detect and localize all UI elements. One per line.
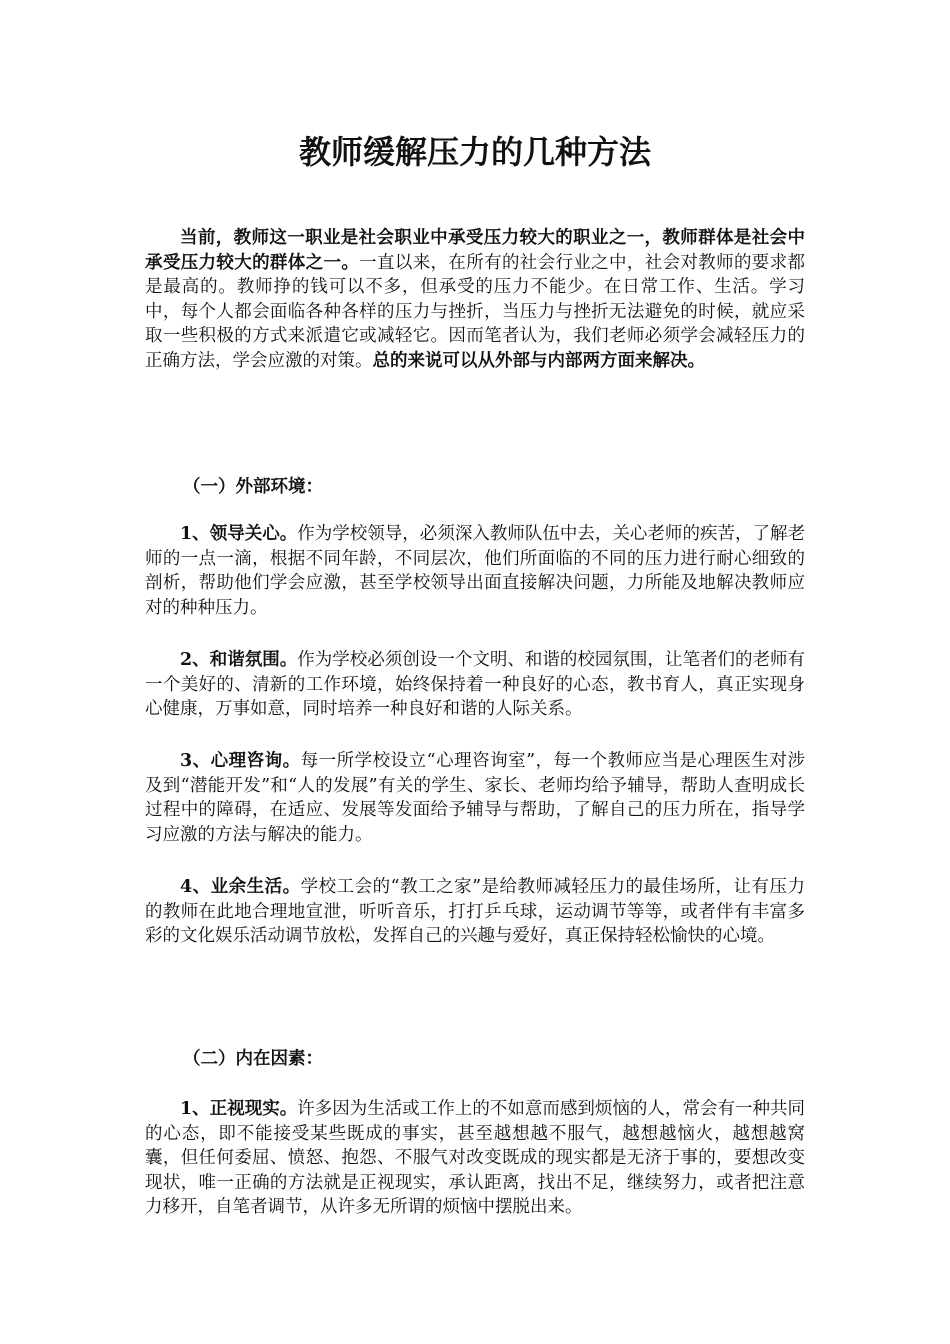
item-label: 1、领导关心。 bbox=[180, 524, 298, 544]
list-item-leisure-life bbox=[145, 875, 805, 949]
item-label: 4、业余生活。 bbox=[180, 877, 301, 897]
intro-paragraph bbox=[145, 226, 805, 373]
section-heading-internal: （二）内在因素： bbox=[183, 1049, 323, 1069]
item-text: 每一所学校设立“心理咨询室”，每一个教师应当是心理医生对涉及到“潜能开发”和“人的发展”有关的学生、家长、老师均给予辅导，帮助人查明成长过程中的障碍，在适应、发展等发面给予辅导与帮助，了解自己的压力所在，指导学习应激的方法与解决的能力。 bbox=[145, 751, 805, 845]
section-heading-external: （一）外部环境： bbox=[183, 477, 323, 497]
intro-text: 一直以来，在所有的社会行业之中，社会对教师的要求都是最高的。教师挣的钱可以不多，但承受的压力不能少。在日常工作、生活。学习中，每个人都会面临各种各样的压力与挫折，当压力与挫折无法避免的时候，就应采取一些积极的方式来派遣它或减轻它。因而笔者认为，我们老师必须学会减轻压力的正确方法，学会应激的对策。 bbox=[145, 252, 806, 371]
item-text: 许多因为生活或工作上的不如意而感到烦恼的人，常会有一种共同的心态，即不能接受某些既成的事实，甚至越想越不服气，越想越恼火，越想越窝囊，但任何委屈、愤怒、抱怨、不服气对改变既成的现实都是无济于事的，要想改变现状，唯一正确的方法就是正视现实，承认距离，找出不足，继续努力，或者把注意力移开，自笔者调节，从许多无所谓的烦恼中摆脱出来。 bbox=[145, 1099, 805, 1217]
item-text: 作为学校领导，必须深入教师队伍中去，关心老师的疾苦，了解老师的一点一滴，根据不同年龄，不同层次，他们所面临的不同的压力进行耐心细致的剖析，帮助他们学会应激，甚至学校领导出面直接解决问题，力所能及地解决教师应对的种种压力。 bbox=[145, 524, 805, 618]
list-item-harmonious-atmosphere bbox=[145, 648, 805, 722]
list-item-leadership-care bbox=[145, 522, 805, 620]
item-label: 2、和谐氛围。 bbox=[180, 650, 298, 670]
document-title: 教师缓解压力的几种方法 bbox=[298, 133, 651, 171]
item-text: 作为学校必须创设一个文明、和谐的校园氛围，让笔者们的老师有一个美好的、清新的工作环境，始终保持着一种良好的心态，教书育人，真正实现身心健康，万事如意，同时培养一种良好和谐的人际关系。 bbox=[145, 650, 805, 719]
list-item-face-reality bbox=[145, 1097, 805, 1220]
item-label: 3、心理咨询。 bbox=[180, 751, 301, 771]
item-text: 学校工会的“教工之家”是给教师减轻压力的最佳场所，让有压力的教师在此地合理地宣泄，听听音乐，打打乒乓球，运动调节等等，或者伴有丰富多彩的文化娱乐活动调节放松，发挥自己的兴趣与爱好，真正保持轻松愉快的心境。 bbox=[145, 877, 805, 946]
intro-bold-lead: 当前，教师这一职业是社会职业中承受压力较大的职业之一，教师群体是社会中承受压力较大的群体之一。 bbox=[145, 228, 805, 273]
item-label: 1、正视现实。 bbox=[180, 1099, 298, 1119]
intro-bold-tail: 总的来说可以从外部与内部两方面来解决。 bbox=[372, 350, 705, 371]
list-item-counseling bbox=[145, 749, 805, 847]
